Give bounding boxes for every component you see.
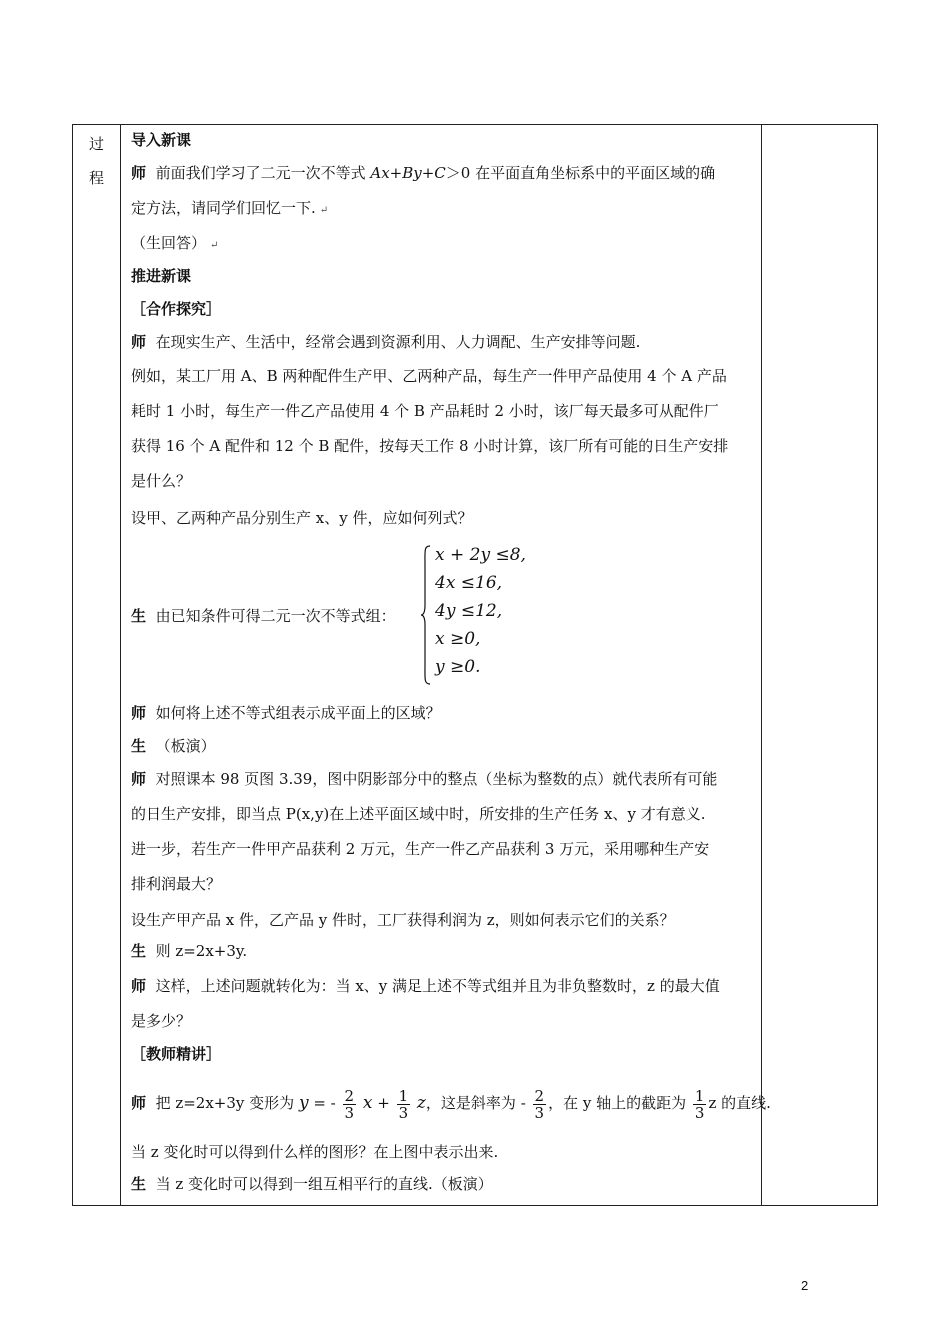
paragraph: 例如，某工厂用 A、B 两种配件生产甲、乙两种产品，每生产一件甲产品使用 4 个 A 产品 [131, 367, 727, 385]
paragraph [131, 940, 247, 962]
fraction [343, 1088, 357, 1121]
denominator: 3 [398, 1103, 409, 1122]
speaker-student: 生 [131, 737, 147, 755]
text: ＞0 在平面直角坐标系中的平面区域的确 [445, 164, 716, 182]
paragraph [131, 702, 441, 724]
speaker-teacher: 师 [131, 333, 147, 351]
formula-var: y [298, 1093, 309, 1113]
text: 把 z=2x+3y 变形为 [155, 1094, 295, 1112]
speaker-teacher: 师 [131, 1094, 147, 1112]
lesson-table [72, 124, 878, 1206]
page-number: 2 [801, 1278, 809, 1293]
paragraph-with-formula [131, 1085, 771, 1121]
side-label-1: 过 [89, 135, 105, 153]
paragraph: 设甲、乙两种产品分别生产 x、y 件，应如何列式？ [131, 509, 473, 527]
paragraph: 排利润最大？ [131, 875, 222, 893]
text: 当 z 变化时可以得到一组互相平行的直线.（板演） [155, 1175, 493, 1193]
paragraph-mark-icon: ↵ [319, 205, 329, 216]
text: 定方法，请同学们回忆一下. [131, 199, 316, 217]
denominator: 3 [694, 1103, 705, 1122]
process-column [73, 125, 121, 1205]
text: 对照课本 98 页图 3.39，图中阴影部分中的整点（坐标为整数的点）就代表所有可能 [155, 770, 718, 788]
heading-teacher-explain: ［教师精讲］ [131, 1045, 222, 1063]
text: 由已知条件可得二元一次不等式组： [155, 607, 396, 625]
paragraph [131, 331, 640, 353]
inequality: y ≥0. [435, 657, 481, 677]
text: （板演） [155, 737, 216, 755]
text: 在现实生产、生活中，经常会遇到资源利用、人力调配、生产安排等问题. [155, 333, 641, 351]
fraction [533, 1088, 547, 1121]
speaker-teacher: 师 [131, 704, 147, 722]
heading-cooperative [131, 298, 221, 320]
heading-new-lesson: 推进新课 [131, 267, 192, 285]
paragraph [131, 1173, 493, 1195]
formula-var: z [416, 1093, 426, 1113]
paragraph [131, 232, 218, 257]
speaker-student: 生 [131, 942, 147, 960]
text: ，在 y 轴上的截距为 [548, 1094, 687, 1112]
numerator: 1 [694, 1086, 705, 1105]
inequality: 4x ≤16, [435, 573, 503, 593]
formula-op: + [377, 1094, 390, 1112]
text: 则 z=2x+3y. [155, 942, 248, 960]
inequality: 4y ≤12, [435, 601, 503, 621]
paragraph: 是多少？ [131, 1012, 192, 1030]
speaker-teacher: 师 [131, 164, 147, 182]
paragraph: 是什么？ [131, 472, 192, 490]
notes-column [761, 125, 877, 1205]
paragraph: 耗时 1 小时，每生产一件乙产品使用 4 个 B 产品耗时 2 小时，该厂每天最多可从配件厂 [131, 402, 719, 420]
heading-intro: 导入新课 [131, 131, 192, 149]
text: ［合作探究］ [131, 300, 222, 318]
text: （生回答） [131, 234, 207, 252]
numerator: 2 [344, 1086, 355, 1105]
formula-var: x [362, 1093, 373, 1113]
paragraph [131, 975, 720, 997]
denominator: 3 [344, 1103, 355, 1122]
expression: Ax+By+C [370, 164, 446, 182]
formula-op: = - [313, 1094, 336, 1112]
speaker-teacher: 师 [131, 770, 147, 788]
inequality: x + 2y ≤8, [435, 545, 526, 565]
paragraph [131, 162, 715, 184]
fraction [397, 1088, 411, 1121]
text: ，这是斜率为 [425, 1094, 516, 1112]
inequality-system [421, 545, 541, 685]
speaker-student: 生 [131, 1175, 147, 1193]
text: 如何将上述不等式组表示成平面上的区域？ [155, 704, 441, 722]
text: z 的直线. [708, 1094, 771, 1112]
speaker-teacher: 师 [131, 977, 147, 995]
numerator: 2 [534, 1086, 545, 1105]
paragraph: 设生产甲产品 x 件，乙产品 y 件时，工厂获得利润为 z，则如何表示它们的关系？ [131, 911, 675, 929]
speaker-student: 生 [131, 607, 147, 625]
denominator: 3 [534, 1103, 545, 1122]
paragraph [131, 197, 328, 222]
paragraph: 进一步，若生产一件甲产品获利 2 万元，生产一件乙产品获利 3 万元，采用哪种生产安 [131, 840, 710, 858]
text: 这样，上述问题就转化为：当 x、y 满足上述不等式组并且为非负整数时，z 的最大值 [155, 977, 720, 995]
fraction [693, 1088, 707, 1121]
paragraph: 当 z 变化时可以得到什么样的图形？在上图中表示出来. [131, 1143, 499, 1161]
text: 前面我们学习了二元一次不等式 [155, 164, 366, 182]
side-label-2: 程 [89, 169, 105, 187]
numerator: 1 [398, 1086, 409, 1105]
left-brace-icon [421, 545, 431, 685]
paragraph: 获得 16 个 A 配件和 12 个 B 配件，按每天工作 8 小时计算，该厂所有可能的日生产安排 [131, 437, 729, 455]
paragraph-mark-icon: ↵ [210, 240, 219, 251]
inequality: x ≥0, [435, 629, 481, 649]
paragraph: 的日生产安排，即当点 P(x,y)在上述平面区域中时，所安排的生产任务 x、y 才有意义. [131, 805, 706, 823]
paragraph [131, 605, 396, 627]
paragraph [131, 768, 717, 790]
paragraph [131, 735, 216, 757]
formula-op: - [520, 1094, 526, 1112]
